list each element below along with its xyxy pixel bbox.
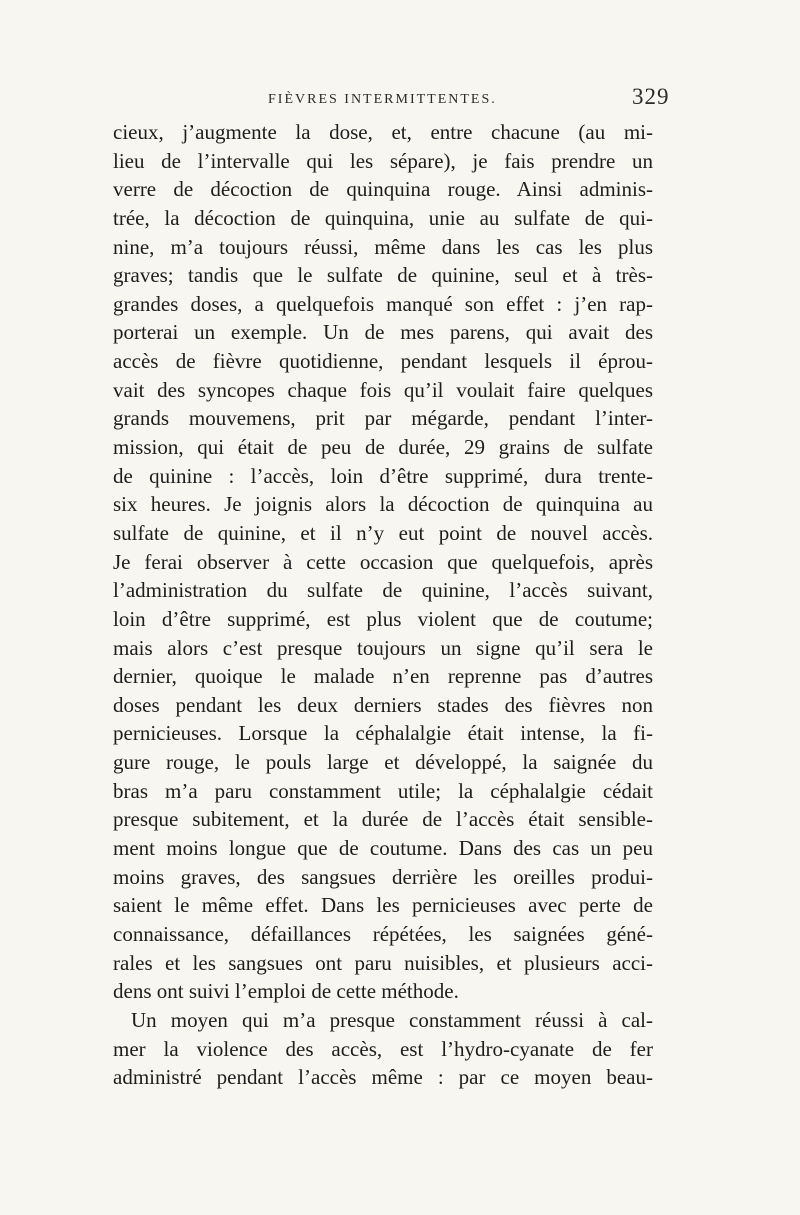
- text-line: presque subitement, et la durée de l’accès était sensible-: [113, 807, 653, 832]
- text-line: saient le même effet. Dans les pernicieuses avec perte de: [113, 893, 653, 918]
- text-line: Je ferai observer à cette occasion que quelquefois, après: [113, 549, 653, 574]
- text-line: six heures. Je joignis alors la décoction de quinquina au: [113, 492, 653, 517]
- text-line: grandes doses, a quelquefois manqué son effet : j’en rap-: [113, 291, 653, 316]
- text-line: sulfate de quinine, et il n’y eut point de nouvel accès.: [113, 520, 653, 545]
- text-line: ment moins longue que de coutume. Dans des cas un peu: [113, 836, 653, 861]
- text-line: gure rouge, le pouls large et développé, la saignée du: [113, 750, 653, 775]
- text-line: pernicieuses. Lorsque la céphalalgie était intense, la fi-: [113, 721, 653, 746]
- text-line: mer la violence des accès, est l’hydro-cyanate de fer: [113, 1036, 653, 1061]
- text-line: Un moyen qui m’a presque constamment réussi à cal-: [131, 1007, 653, 1032]
- text-line: porterai un exemple. Un de mes parens, qui avait des: [113, 320, 653, 345]
- running-title: FIÈVRES INTERMITTENTES.: [268, 92, 497, 107]
- text-line: loin d’être supprimé, est plus violent que de coutume;: [113, 606, 653, 631]
- text-line: dens ont suivi l’emploi de cette méthode.: [113, 979, 459, 1004]
- text-line: vait des syncopes chaque fois qu’il voulait faire quelques: [113, 377, 653, 402]
- text-line: graves; tandis que le sulfate de quinine, seul et à très-: [113, 263, 653, 288]
- page-number: 329: [632, 84, 670, 109]
- text-line: lieu de l’intervalle qui les sépare), je fais prendre un: [113, 148, 653, 173]
- text-line: de quinine : l’accès, loin d’être supprimé, dura trente-: [113, 463, 653, 488]
- text-line: administré pendant l’accès même : par ce moyen beau-: [113, 1065, 653, 1090]
- text-line: bras m’a paru constamment utile; la céphalalgie cédait: [113, 778, 653, 803]
- text-line: doses pendant les deux derniers stades des fièvres non: [113, 692, 653, 717]
- text-line: accès de fièvre quotidienne, pendant lesquels il éprou-: [113, 349, 653, 374]
- text-line: nine, m’a toujours réussi, même dans les cas les plus: [113, 234, 653, 259]
- text-line: verre de décoction de quinquina rouge. Ainsi adminis-: [113, 177, 653, 202]
- text-line: grands mouvemens, prit par mégarde, pendant l’inter-: [113, 406, 653, 431]
- text-line: mais alors c’est presque toujours un signe qu’il sera le: [113, 635, 653, 660]
- text-line: cieux, j’augmente la dose, et, entre chacune (au mi-: [113, 120, 653, 144]
- text-line: l’administration du sulfate de quinine, l’accès suivant,: [113, 578, 653, 603]
- text-line: dernier, quoique le malade n’en reprenne pas d’autres: [113, 664, 653, 689]
- text-line: trée, la décoction de quinquina, unie au sulfate de qui-: [113, 205, 653, 230]
- text-line: moins graves, des sangsues derrière les oreilles produi-: [113, 864, 653, 889]
- text-line: mission, qui était de peu de durée, 29 grains de sulfate: [113, 435, 653, 460]
- body-text: [113, 118, 653, 1092]
- text-line: rales et les sangsues ont paru nuisibles, et plusieurs acci-: [113, 950, 653, 975]
- text-line: connaissance, défaillances répétées, les saignées géné-: [113, 921, 653, 946]
